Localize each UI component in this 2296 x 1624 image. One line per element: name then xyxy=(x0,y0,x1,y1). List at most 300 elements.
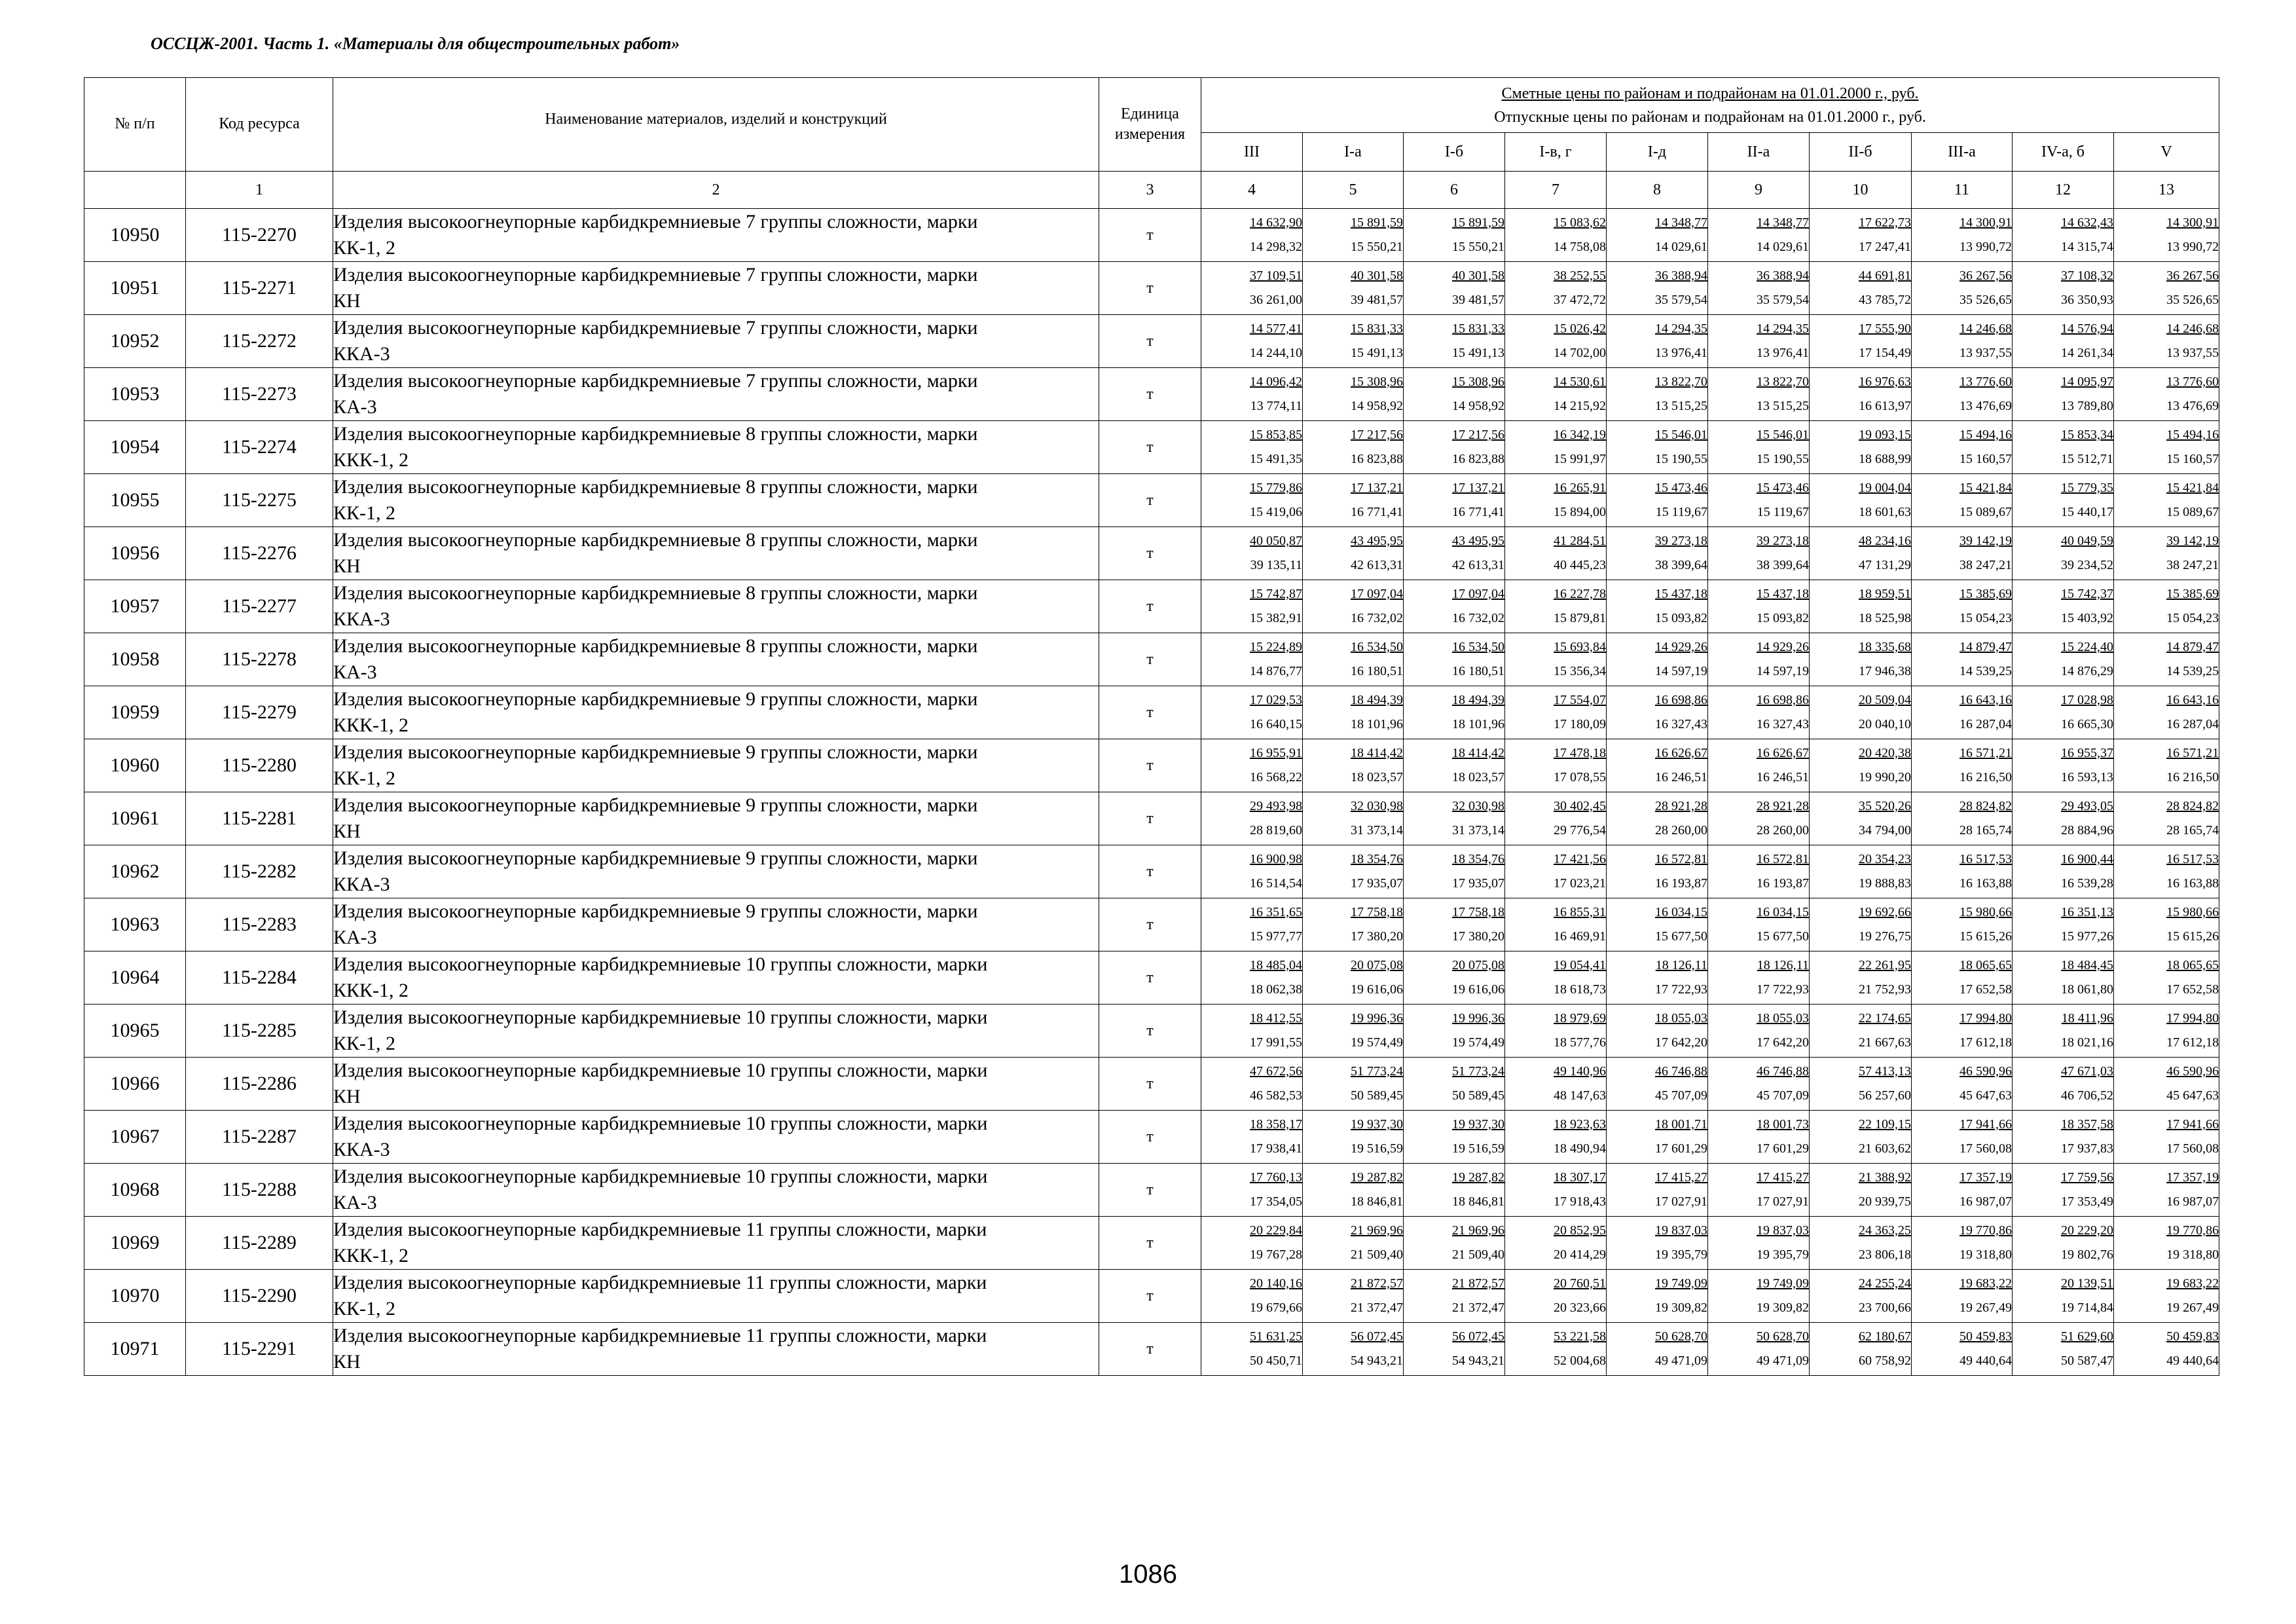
estimate-price: 19 093,15 xyxy=(1859,428,1911,442)
estimate-price: 50 628,70 xyxy=(1655,1329,1707,1344)
release-price: 16 246,51 xyxy=(1655,770,1707,784)
estimate-price: 15 437,18 xyxy=(1655,587,1707,601)
price-cell xyxy=(1810,1217,1912,1270)
estimate-price: 16 572,81 xyxy=(1655,852,1707,866)
release-price: 54 943,21 xyxy=(1351,1354,1403,1368)
estimate-price: 18 307,17 xyxy=(1554,1170,1606,1185)
row-number: 10952 xyxy=(84,315,186,368)
release-price: 16 246,51 xyxy=(1757,770,1809,784)
price-cell xyxy=(2114,1005,2219,1058)
unit-of-measure: т xyxy=(1099,527,1201,580)
release-price: 29 776,54 xyxy=(1554,823,1606,838)
release-price: 31 373,14 xyxy=(1452,823,1504,838)
material-name xyxy=(333,845,1099,898)
estimate-price: 22 174,65 xyxy=(1859,1011,1911,1025)
estimate-price: 17 994,80 xyxy=(2166,1011,2219,1025)
unit-of-measure: т xyxy=(1099,792,1201,845)
release-price: 47 131,29 xyxy=(1859,558,1911,572)
unit-of-measure: т xyxy=(1099,368,1201,421)
row-number: 10964 xyxy=(84,951,186,1005)
release-price: 18 846,81 xyxy=(1452,1194,1504,1209)
release-price: 39 481,57 xyxy=(1351,293,1403,307)
price-cell xyxy=(1505,209,1607,262)
price-cell xyxy=(1404,368,1505,421)
estimate-price: 17 759,56 xyxy=(2061,1170,2113,1185)
estimate-price: 53 221,58 xyxy=(1554,1329,1606,1344)
estimate-price: 28 824,82 xyxy=(2166,799,2219,813)
table-row xyxy=(84,898,2219,951)
material-name-line2: ККК-1, 2 xyxy=(333,449,409,471)
unit-of-measure: т xyxy=(1099,1270,1201,1323)
price-cell xyxy=(1708,898,1810,951)
material-name xyxy=(333,686,1099,739)
price-cell xyxy=(1505,1323,1607,1376)
release-price: 21 372,47 xyxy=(1351,1301,1403,1315)
price-cell xyxy=(1708,951,1810,1005)
release-price: 46 582,53 xyxy=(1250,1088,1302,1103)
estimate-price: 15 494,16 xyxy=(2166,428,2219,442)
material-name-line2: ККК-1, 2 xyxy=(333,1245,409,1266)
release-price: 15 615,26 xyxy=(1959,929,2012,944)
price-cell xyxy=(1201,686,1303,739)
price-cell xyxy=(2114,633,2219,686)
price-cell xyxy=(2114,686,2219,739)
estimate-price: 14 348,77 xyxy=(1757,215,1809,230)
release-price: 36 350,93 xyxy=(2061,293,2113,307)
unit-of-measure: т xyxy=(1099,474,1201,527)
material-name xyxy=(333,527,1099,580)
estimate-price: 18 354,76 xyxy=(1452,852,1504,866)
material-name-line2: ККА-3 xyxy=(333,608,390,630)
price-cell xyxy=(1912,845,2013,898)
price-cell xyxy=(1505,1270,1607,1323)
price-cell xyxy=(1708,1005,1810,1058)
release-price: 17 935,07 xyxy=(1452,876,1504,891)
region-header: III xyxy=(1201,133,1303,172)
estimate-price: 18 411,96 xyxy=(2061,1011,2113,1025)
table-row xyxy=(84,580,2219,633)
price-cell xyxy=(2013,1005,2114,1058)
price-cell xyxy=(1810,1270,1912,1323)
release-price: 15 677,50 xyxy=(1757,929,1809,944)
release-price: 16 539,28 xyxy=(2061,876,2113,891)
estimate-price: 16 955,37 xyxy=(2061,746,2113,760)
estimate-price: 15 026,42 xyxy=(1554,322,1606,336)
estimate-price: 30 402,45 xyxy=(1554,799,1606,813)
unit-of-measure: т xyxy=(1099,951,1201,1005)
release-price: 19 318,80 xyxy=(1959,1247,2012,1262)
estimate-price: 17 555,90 xyxy=(1859,322,1911,336)
estimate-price: 15 891,59 xyxy=(1452,215,1504,230)
release-price: 17 380,20 xyxy=(1452,929,1504,944)
price-cell xyxy=(2013,262,2114,315)
price-cell xyxy=(1607,315,1708,368)
price-cell xyxy=(1607,580,1708,633)
price-cell xyxy=(1404,1270,1505,1323)
resource-code: 115-2280 xyxy=(186,739,333,792)
price-cell xyxy=(1912,1217,2013,1270)
price-cell xyxy=(1708,209,1810,262)
price-cell xyxy=(1404,1164,1505,1217)
table-row xyxy=(84,1058,2219,1111)
release-price: 16 987,07 xyxy=(2166,1194,2219,1209)
material-name-line1: Изделия высокоогнеупорные карбидкремниевые 7 группы сложности, марки xyxy=(333,211,978,233)
price-cell xyxy=(1303,1111,1404,1164)
resource-code: 115-2275 xyxy=(186,474,333,527)
estimate-price: 17 217,56 xyxy=(1351,428,1403,442)
estimate-price: 14 246,68 xyxy=(2166,322,2219,336)
estimate-price: 40 049,59 xyxy=(2061,534,2113,548)
unit-of-measure: т xyxy=(1099,1111,1201,1164)
row-number: 10969 xyxy=(84,1217,186,1270)
release-price: 36 261,00 xyxy=(1250,293,1302,307)
price-cell xyxy=(1303,1164,1404,1217)
resource-code: 115-2291 xyxy=(186,1323,333,1376)
estimate-price: 39 142,19 xyxy=(2166,534,2219,548)
material-name xyxy=(333,315,1099,368)
estimate-price: 19 996,36 xyxy=(1351,1011,1403,1025)
release-price: 45 707,09 xyxy=(1655,1088,1707,1103)
release-price: 16 640,15 xyxy=(1250,717,1302,731)
estimate-price: 16 517,53 xyxy=(1959,852,2012,866)
price-cell xyxy=(1303,527,1404,580)
release-price: 21 667,63 xyxy=(1859,1035,1911,1050)
release-price: 28 260,00 xyxy=(1655,823,1707,838)
price-cell xyxy=(1607,527,1708,580)
column-number xyxy=(84,172,186,209)
material-name-line1: Изделия высокоогнеупорные карбидкремниевые 8 группы сложности, марки xyxy=(333,423,978,445)
region-header: II-б xyxy=(1810,133,1912,172)
estimate-price: 15 831,33 xyxy=(1452,322,1504,336)
estimate-price: 38 252,55 xyxy=(1554,268,1606,283)
price-cell xyxy=(1303,421,1404,474)
estimate-price: 19 749,09 xyxy=(1655,1276,1707,1291)
estimate-price: 14 246,68 xyxy=(1959,322,2012,336)
release-price: 45 647,63 xyxy=(1959,1088,2012,1103)
release-price: 16 216,50 xyxy=(2166,770,2219,784)
row-number: 10957 xyxy=(84,580,186,633)
estimate-price: 19 770,86 xyxy=(1959,1223,2012,1238)
estimate-price: 17 478,18 xyxy=(1554,746,1606,760)
price-cell xyxy=(1404,739,1505,792)
release-price: 16 327,43 xyxy=(1655,717,1707,731)
release-price: 15 089,67 xyxy=(1959,505,2012,519)
estimate-price: 32 030,98 xyxy=(1351,799,1403,813)
estimate-price: 18 979,69 xyxy=(1554,1011,1606,1025)
release-price: 16 180,51 xyxy=(1351,664,1403,678)
price-cell xyxy=(1404,1058,1505,1111)
column-number: 1 xyxy=(186,172,333,209)
release-price: 19 574,49 xyxy=(1351,1035,1403,1050)
price-cell xyxy=(1912,633,2013,686)
table-row xyxy=(84,262,2219,315)
price-cell xyxy=(1607,633,1708,686)
price-cell xyxy=(1708,1217,1810,1270)
table-row xyxy=(84,209,2219,262)
release-price: 14 758,08 xyxy=(1554,240,1606,254)
estimate-price: 56 072,45 xyxy=(1351,1329,1403,1344)
column-number: 12 xyxy=(2013,172,2114,209)
release-price: 16 469,91 xyxy=(1554,929,1606,944)
row-number: 10963 xyxy=(84,898,186,951)
release-price: 15 440,17 xyxy=(2061,505,2113,519)
release-price: 35 526,65 xyxy=(1959,293,2012,307)
price-cell xyxy=(2013,1058,2114,1111)
estimate-price: 19 054,41 xyxy=(1554,958,1606,972)
table-row xyxy=(84,421,2219,474)
price-cell xyxy=(1404,951,1505,1005)
resource-code: 115-2270 xyxy=(186,209,333,262)
column-number: 4 xyxy=(1201,172,1303,209)
release-price: 19 267,49 xyxy=(2166,1301,2219,1315)
release-price: 20 414,29 xyxy=(1554,1247,1606,1262)
price-cell xyxy=(1201,739,1303,792)
estimate-price: 21 388,92 xyxy=(1859,1170,1911,1185)
release-price: 28 884,96 xyxy=(2061,823,2113,838)
resource-code: 115-2289 xyxy=(186,1217,333,1270)
price-cell xyxy=(2013,474,2114,527)
price-cell xyxy=(2114,1217,2219,1270)
release-price: 42 613,31 xyxy=(1351,558,1403,572)
header-num: № п/п xyxy=(84,78,186,172)
release-price: 46 706,52 xyxy=(2061,1088,2113,1103)
price-cell xyxy=(1505,368,1607,421)
price-cell xyxy=(2013,951,2114,1005)
release-price: 19 516,59 xyxy=(1452,1141,1504,1156)
price-cell xyxy=(1303,792,1404,845)
release-price: 49 440,64 xyxy=(2166,1354,2219,1368)
estimate-price: 13 822,70 xyxy=(1757,375,1809,389)
row-number: 10956 xyxy=(84,527,186,580)
material-name-line2: ККА-3 xyxy=(333,874,390,895)
price-cell xyxy=(1810,474,1912,527)
release-price: 16 665,30 xyxy=(2061,717,2113,731)
estimate-price: 17 097,04 xyxy=(1452,587,1504,601)
price-cell xyxy=(1505,262,1607,315)
estimate-price: 20 852,95 xyxy=(1554,1223,1606,1238)
price-cell xyxy=(1505,792,1607,845)
price-cell xyxy=(1912,474,2013,527)
material-name-line1: Изделия высокоогнеупорные карбидкремниевые 9 группы сложности, марки xyxy=(333,741,978,764)
estimate-price: 51 631,25 xyxy=(1250,1329,1302,1344)
resource-code: 115-2273 xyxy=(186,368,333,421)
price-cell xyxy=(1505,1164,1607,1217)
estimate-price: 17 415,27 xyxy=(1757,1170,1809,1185)
price-cell xyxy=(1303,951,1404,1005)
estimate-price: 20 229,20 xyxy=(2061,1223,2113,1238)
material-name xyxy=(333,792,1099,845)
material-name-line1: Изделия высокоогнеупорные карбидкремниевые 10 группы сложности, марки xyxy=(333,953,988,976)
price-cell xyxy=(2114,315,2219,368)
estimate-price: 14 300,91 xyxy=(2166,215,2219,230)
column-number: 2 xyxy=(333,172,1099,209)
price-cell xyxy=(2114,739,2219,792)
estimate-price: 16 227,78 xyxy=(1554,587,1606,601)
estimate-price: 29 493,98 xyxy=(1250,799,1302,813)
release-price: 19 888,83 xyxy=(1859,876,1911,891)
resource-code: 115-2284 xyxy=(186,951,333,1005)
estimate-price: 20 075,08 xyxy=(1351,958,1403,972)
material-name-line2: КН xyxy=(333,1086,361,1107)
release-price: 16 732,02 xyxy=(1351,611,1403,625)
resource-code: 115-2285 xyxy=(186,1005,333,1058)
price-cell xyxy=(1303,474,1404,527)
estimate-price: 49 140,96 xyxy=(1554,1064,1606,1079)
estimate-price: 15 224,40 xyxy=(2061,640,2113,654)
release-price: 17 722,93 xyxy=(1757,982,1809,997)
release-price: 52 004,68 xyxy=(1554,1354,1606,1368)
price-cell xyxy=(1404,633,1505,686)
release-price: 19 276,75 xyxy=(1859,929,1911,944)
unit-of-measure: т xyxy=(1099,315,1201,368)
price-cell xyxy=(1201,527,1303,580)
material-name-line2: КК-1, 2 xyxy=(333,767,396,789)
release-price: 15 677,50 xyxy=(1655,929,1707,944)
estimate-price: 16 626,67 xyxy=(1757,746,1809,760)
price-cell xyxy=(1810,739,1912,792)
region-header: I-а xyxy=(1303,133,1404,172)
estimate-price: 17 137,21 xyxy=(1452,481,1504,495)
estimate-price: 16 976,63 xyxy=(1859,375,1911,389)
release-price: 38 247,21 xyxy=(2166,558,2219,572)
price-cell xyxy=(1404,527,1505,580)
unit-of-measure: т xyxy=(1099,1323,1201,1376)
estimate-price: 21 969,96 xyxy=(1452,1223,1504,1238)
release-price: 21 752,93 xyxy=(1859,982,1911,997)
material-name xyxy=(333,1217,1099,1270)
price-cell xyxy=(1708,1111,1810,1164)
estimate-price: 15 742,37 xyxy=(2061,587,2113,601)
estimate-price: 21 872,57 xyxy=(1452,1276,1504,1291)
resource-code: 115-2274 xyxy=(186,421,333,474)
price-cell xyxy=(1912,1270,2013,1323)
column-number: 10 xyxy=(1810,172,1912,209)
region-header: I-в, г xyxy=(1505,133,1607,172)
estimate-price: 13 776,60 xyxy=(1959,375,2012,389)
price-cell xyxy=(1303,1058,1404,1111)
material-name xyxy=(333,1111,1099,1164)
estimate-price: 14 095,97 xyxy=(2061,375,2113,389)
estimate-price: 41 284,51 xyxy=(1554,534,1606,548)
estimate-price: 22 109,15 xyxy=(1859,1117,1911,1132)
row-number: 10970 xyxy=(84,1270,186,1323)
row-number: 10955 xyxy=(84,474,186,527)
price-cell xyxy=(1912,527,2013,580)
resource-code: 115-2271 xyxy=(186,262,333,315)
estimate-price: 56 072,45 xyxy=(1452,1329,1504,1344)
estimate-price: 15 224,89 xyxy=(1250,640,1302,654)
estimate-price: 15 779,35 xyxy=(2061,481,2113,495)
release-price: 17 642,20 xyxy=(1757,1035,1809,1050)
release-price: 16 287,04 xyxy=(1959,717,2012,731)
price-cell xyxy=(2114,845,2219,898)
estimate-price: 46 746,88 xyxy=(1655,1064,1707,1079)
release-price: 20 040,10 xyxy=(1859,717,1911,731)
material-name-line2: КН xyxy=(333,555,361,577)
release-price: 17 937,83 xyxy=(2061,1141,2113,1156)
price-cell xyxy=(1404,792,1505,845)
price-cell xyxy=(2114,1270,2219,1323)
table-row xyxy=(84,1270,2219,1323)
release-price: 13 937,55 xyxy=(1959,346,2012,360)
release-price: 43 785,72 xyxy=(1859,293,1911,307)
release-price: 39 234,52 xyxy=(2061,558,2113,572)
material-name xyxy=(333,421,1099,474)
release-price: 39 481,57 xyxy=(1452,293,1504,307)
estimate-price: 16 900,44 xyxy=(2061,852,2113,866)
material-name-line1: Изделия высокоогнеупорные карбидкремниевые 7 группы сложности, марки xyxy=(333,317,978,339)
price-cell xyxy=(1404,1217,1505,1270)
release-price: 17 642,20 xyxy=(1655,1035,1707,1050)
estimate-price: 50 459,83 xyxy=(1959,1329,2012,1344)
release-price: 49 471,09 xyxy=(1655,1354,1707,1368)
release-price: 13 774,11 xyxy=(1250,399,1302,413)
release-price: 16 771,41 xyxy=(1351,505,1403,519)
estimate-price: 18 485,04 xyxy=(1250,958,1302,972)
price-cell xyxy=(2013,1111,2114,1164)
price-cell xyxy=(1912,951,2013,1005)
release-price: 21 509,40 xyxy=(1351,1247,1403,1262)
price-cell xyxy=(1708,527,1810,580)
material-name-line1: Изделия высокоогнеупорные карбидкремниевые 11 группы сложности, марки xyxy=(333,1325,987,1347)
estimate-price: 18 001,71 xyxy=(1655,1117,1707,1132)
estimate-price: 20 075,08 xyxy=(1452,958,1504,972)
release-price: 17 027,91 xyxy=(1655,1194,1707,1209)
estimate-price: 48 234,16 xyxy=(1859,534,1911,548)
release-price: 16 287,04 xyxy=(2166,717,2219,731)
price-cell xyxy=(1810,527,1912,580)
estimate-price: 16 517,53 xyxy=(2166,852,2219,866)
estimate-price: 18 923,63 xyxy=(1554,1117,1606,1132)
release-price: 21 603,62 xyxy=(1859,1141,1911,1156)
table-row xyxy=(84,845,2219,898)
release-price: 14 029,61 xyxy=(1655,240,1707,254)
price-cell xyxy=(2114,209,2219,262)
price-cell xyxy=(1912,686,2013,739)
price-cell xyxy=(1708,1323,1810,1376)
unit-of-measure: т xyxy=(1099,686,1201,739)
price-cell xyxy=(1505,527,1607,580)
estimate-price: 15 546,01 xyxy=(1655,428,1707,442)
release-price: 17 560,08 xyxy=(2166,1141,2219,1156)
release-price: 16 593,13 xyxy=(2061,770,2113,784)
release-price: 14 539,25 xyxy=(1959,664,2012,678)
estimate-price: 14 348,77 xyxy=(1655,215,1707,230)
material-name-line2: КА-3 xyxy=(333,396,377,418)
release-price: 60 758,92 xyxy=(1859,1354,1911,1368)
estimate-price: 15 421,84 xyxy=(1959,481,2012,495)
release-price: 45 707,09 xyxy=(1757,1088,1809,1103)
release-price: 18 101,96 xyxy=(1351,717,1403,731)
price-cell xyxy=(1201,951,1303,1005)
price-cell xyxy=(1303,686,1404,739)
table-row xyxy=(84,1111,2219,1164)
estimate-price: 15 980,66 xyxy=(2166,905,2219,919)
estimate-price: 44 691,81 xyxy=(1859,268,1911,283)
estimate-price: 39 273,18 xyxy=(1757,534,1809,548)
release-price: 17 180,09 xyxy=(1554,717,1606,731)
release-price: 18 061,80 xyxy=(2061,982,2113,997)
estimate-price: 15 473,46 xyxy=(1655,481,1707,495)
release-price: 16 216,50 xyxy=(1959,770,2012,784)
resource-code: 115-2278 xyxy=(186,633,333,686)
release-price: 19 767,28 xyxy=(1250,1247,1302,1262)
release-price: 15 550,21 xyxy=(1452,240,1504,254)
price-cell xyxy=(1505,474,1607,527)
price-cell xyxy=(1708,315,1810,368)
release-price: 13 976,41 xyxy=(1655,346,1707,360)
row-number: 10959 xyxy=(84,686,186,739)
